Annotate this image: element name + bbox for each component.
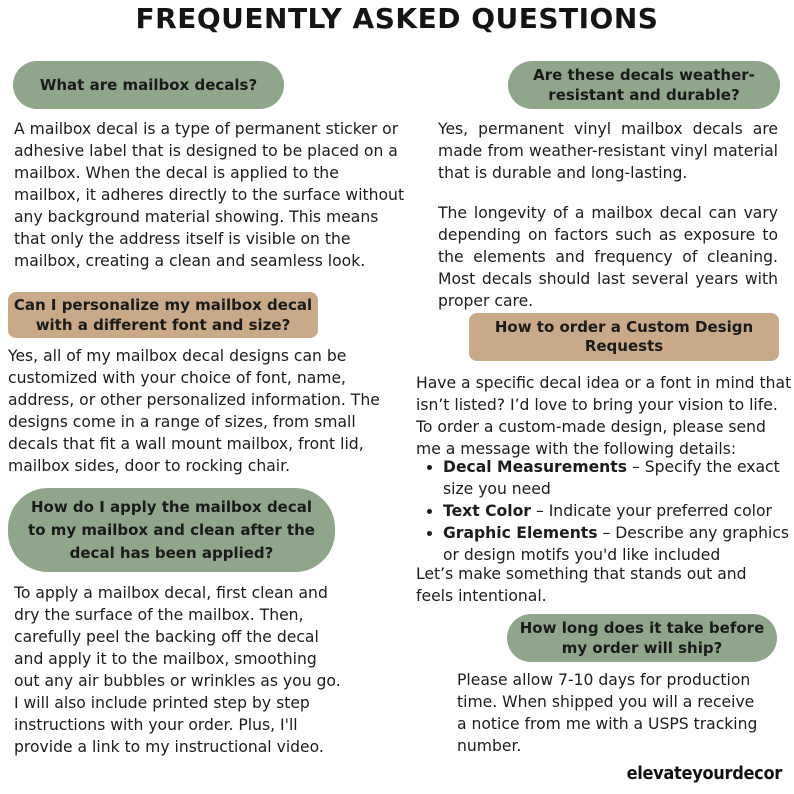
bullet-term: Decal Measurements bbox=[443, 458, 627, 476]
list-item bbox=[443, 500, 794, 522]
faq-question-personalize: Can I personalize my mailbox decal with a different font and size? bbox=[8, 292, 318, 338]
faq-answer-weather-p2: The longevity of a mailbox decal can vary depending on factors such as exposure to the elements and frequency of cleaning. Most decals should last several years with proper care. bbox=[438, 204, 778, 310]
faq-answer-custom-outro: Let’s make something that stands out and feels intentional. bbox=[416, 565, 747, 605]
faq-answer-custom-intro: Have a specific decal idea or a font in mind that isn’t listed? I’d love to bring your vision to life. To order a custom-made design, please send me a message with the following details: bbox=[416, 374, 792, 458]
faq-answer-shipping: Please allow 7-10 days for production time. When shipped you will a receive a notice from me with a USPS tracking number. bbox=[457, 671, 758, 755]
faq-question-shipping: How long does it take before my order will ship? bbox=[507, 614, 777, 662]
list-item bbox=[443, 456, 794, 500]
brand-logo-text: elevateyourdecor bbox=[626, 763, 782, 784]
bullet-desc: – Indicate your preferred color bbox=[531, 502, 772, 520]
faq-answer-apply: To apply a mailbox decal, first clean and dry the surface of the mailbox. Then, carefully peel the backing off the decal and apply it to the mailbox, smoothing out any air bubbles or wrinkles as you go. I will also include printed step by step instructions with your order. Plus, I'll provide a link to my instructional video. bbox=[14, 584, 341, 756]
faq-answer-what-are-decals: A mailbox decal is a type of permanent sticker or adhesive label that is designed to be placed on a mailbox. When the decal is applied to the mailbox, it adheres directly to the surface without any background material showing. This means that only the address itself is visible on the mailbox, creating a clean and seamless look. bbox=[14, 120, 405, 270]
list-item bbox=[443, 522, 794, 566]
faq-answer-weather-p1: Yes, permanent vinyl mailbox decals are made from weather-resistant vinyl material that is durable and long-lasting. bbox=[438, 120, 778, 182]
bullet-desc: – Specify the exact size you need bbox=[443, 458, 780, 498]
page-title: FREQUENTLY ASKED QUESTIONS bbox=[135, 2, 659, 35]
bullet-term: Text Color bbox=[443, 502, 531, 520]
faq-question-what-are-decals: What are mailbox decals? bbox=[13, 61, 284, 109]
faq-question-apply: How do I apply the mailbox decal to my mailbox and clean after the decal has been applied? bbox=[8, 488, 335, 572]
faq-question-custom-order: How to order a Custom Design Requests bbox=[469, 313, 779, 361]
faq-answer-personalize: Yes, all of my mailbox decal designs can be customized with your choice of font, name, address, or other personalized information. The designs come in a range of sizes, from small decals that fit a wall mount mailbox, front lid, mailbox sides, door to rocking chair. bbox=[8, 347, 380, 475]
faq-question-weather: Are these decals weather-resistant and durable? bbox=[508, 61, 780, 109]
custom-order-details-list bbox=[416, 456, 794, 566]
bullet-desc: – Describe any graphics or design motifs you'd like included bbox=[443, 524, 790, 564]
bullet-term: Graphic Elements bbox=[443, 524, 598, 542]
